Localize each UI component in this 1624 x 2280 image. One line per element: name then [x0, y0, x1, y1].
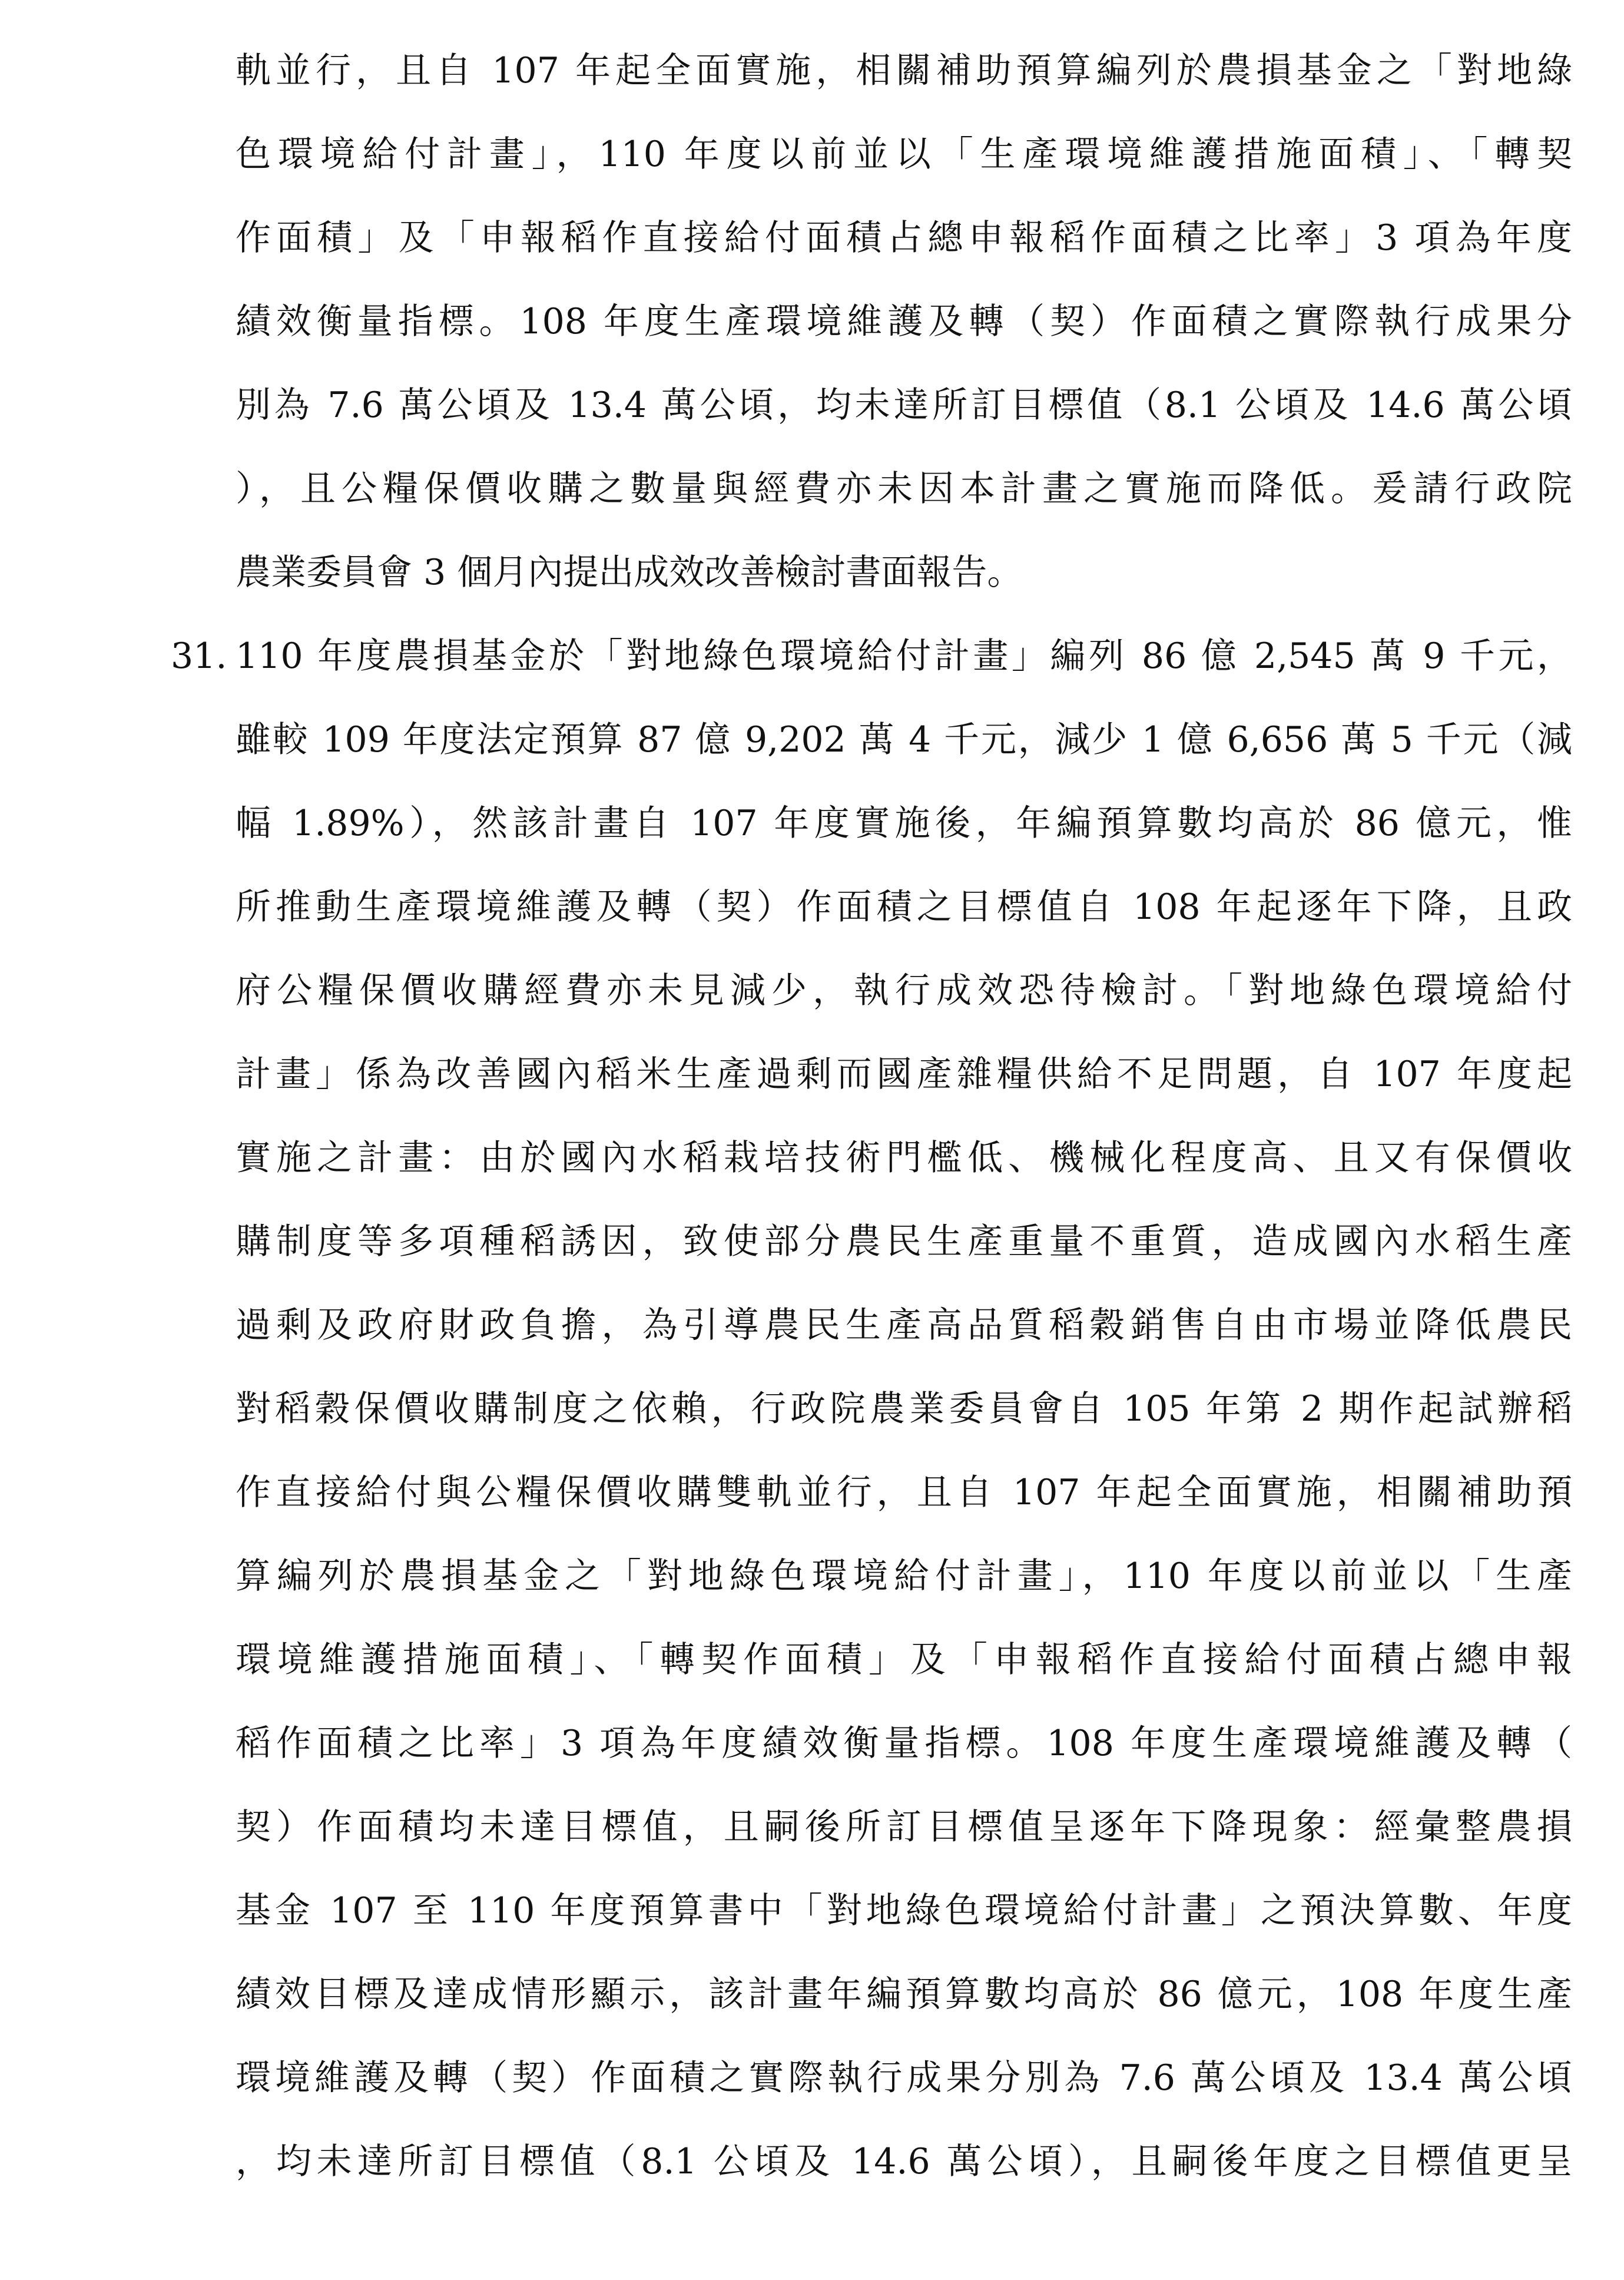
paragraph-30-line-3: 作面積」及「申報稻作直接給付面積占總申報稻作面積之比率」3 項為年度 — [236, 217, 1572, 259]
paragraph-31-line-2: 雖較 109 年度法定預算 87 億 9,202 萬 4 千元，減少 1 億 6,656 萬 5 千元（減 — [236, 719, 1572, 760]
paragraph-31-line-11: 作直接給付與公糧保價收購雙軌並行，且自 107 年起全面實施，相關補助預 — [236, 1472, 1572, 1513]
paragraph-30-line-5: 別為 7.6 萬公頃及 13.4 萬公頃，均未達所訂目標值（8.1 公頃及 14.6 萬公頃 — [236, 385, 1572, 426]
paragraph-30-line-2: 色環境給付計畫」，110 年度以前並以「生產環境維護措施面積」、「轉契 — [236, 134, 1572, 175]
paragraph-31-line-1: 110 年度農損基金於「對地綠色環境給付計畫」編列 86 億 2,545 萬 9 千元， — [236, 636, 1572, 677]
paragraph-31-line-12: 算編列於農損基金之「對地綠色環境給付計畫」，110 年度以前並以「生產 — [236, 1556, 1572, 1597]
paragraph-31-line-16: 基金 107 至 110 年度預算書中「對地綠色環境給付計畫」之預決算數、年度 — [236, 1890, 1572, 1931]
paragraph-31-line-13: 環境維護措施面積」、「轉契作面積」及「申報稻作直接給付面積占總申報 — [236, 1639, 1572, 1680]
paragraph-30-line-7: 農業委員會 3 個月內提出成效改善檢討書面報告。 — [236, 552, 1023, 593]
paragraph-31-line-6: 計畫」係為改善國內稻米生產過剩而國產雜糧供給不足問題，自 107 年度起 — [236, 1054, 1572, 1095]
paragraph-31-line-15: 契）作面積均未達目標值，且嗣後所訂目標值呈逐年下降現象：經彙整農損 — [236, 1806, 1572, 1848]
paragraph-31-line-7: 實施之計畫：由於國內水稻栽培技術門檻低、機械化程度高、且又有保價收 — [236, 1137, 1572, 1179]
paragraph-31-line-17: 績效目標及達成情形顯示，該計畫年編預算數均高於 86 億元，108 年度生產 — [236, 1974, 1572, 2015]
paragraph-31-line-3: 幅 1.89%），然該計畫自 107 年度實施後，年編預算數均高於 86 億元，惟 — [236, 803, 1572, 844]
paragraph-30-line-6: ），且公糧保價收購之數量與經費亦未因本計畫之實施而降低。爰請行政院 — [236, 468, 1572, 509]
paragraph-31-line-14: 稻作面積之比率」3 項為年度績效衡量指標。108 年度生產環境維護及轉（ — [236, 1723, 1572, 1764]
paragraph-31-line-18: 環境維護及轉（契）作面積之實際執行成果分別為 7.6 萬公頃及 13.4 萬公頃 — [236, 2057, 1572, 2099]
paragraph-31-line-4: 所推動生產環境維護及轉（契）作面積之目標值自 108 年起逐年下降，且政 — [236, 886, 1572, 928]
paragraph-31-line-10: 對稻穀保價收購制度之依賴，行政院農業委員會自 105 年第 2 期作起試辦稻 — [236, 1388, 1572, 1429]
paragraph-31-line-8: 購制度等多項種稻誘因，致使部分農民生產重量不重質，造成國內水稻生產 — [236, 1221, 1572, 1262]
paragraph-31-line-5: 府公糧保價收購經費亦未見減少，執行成效恐待檢討。「對地綠色環境給付 — [236, 970, 1572, 1011]
paragraph-31-line-9: 過剩及政府財政負擔，為引導農民生產高品質稻穀銷售自由市場並降低農民 — [236, 1305, 1572, 1346]
paragraph-30-line-4: 績效衡量指標。108 年度生產環境維護及轉（契）作面積之實際執行成果分 — [236, 301, 1572, 342]
paragraph-30-line-1: 軌並行，且自 107 年起全面實施，相關補助預算編列於農損基金之「對地綠 — [236, 50, 1572, 91]
paragraph-31-line-19: ，均未達所訂目標值（8.1 公頃及 14.6 萬公頃），且嗣後年度之目標值更呈 — [236, 2141, 1572, 2182]
paragraph-31-number: 31. — [171, 636, 227, 677]
